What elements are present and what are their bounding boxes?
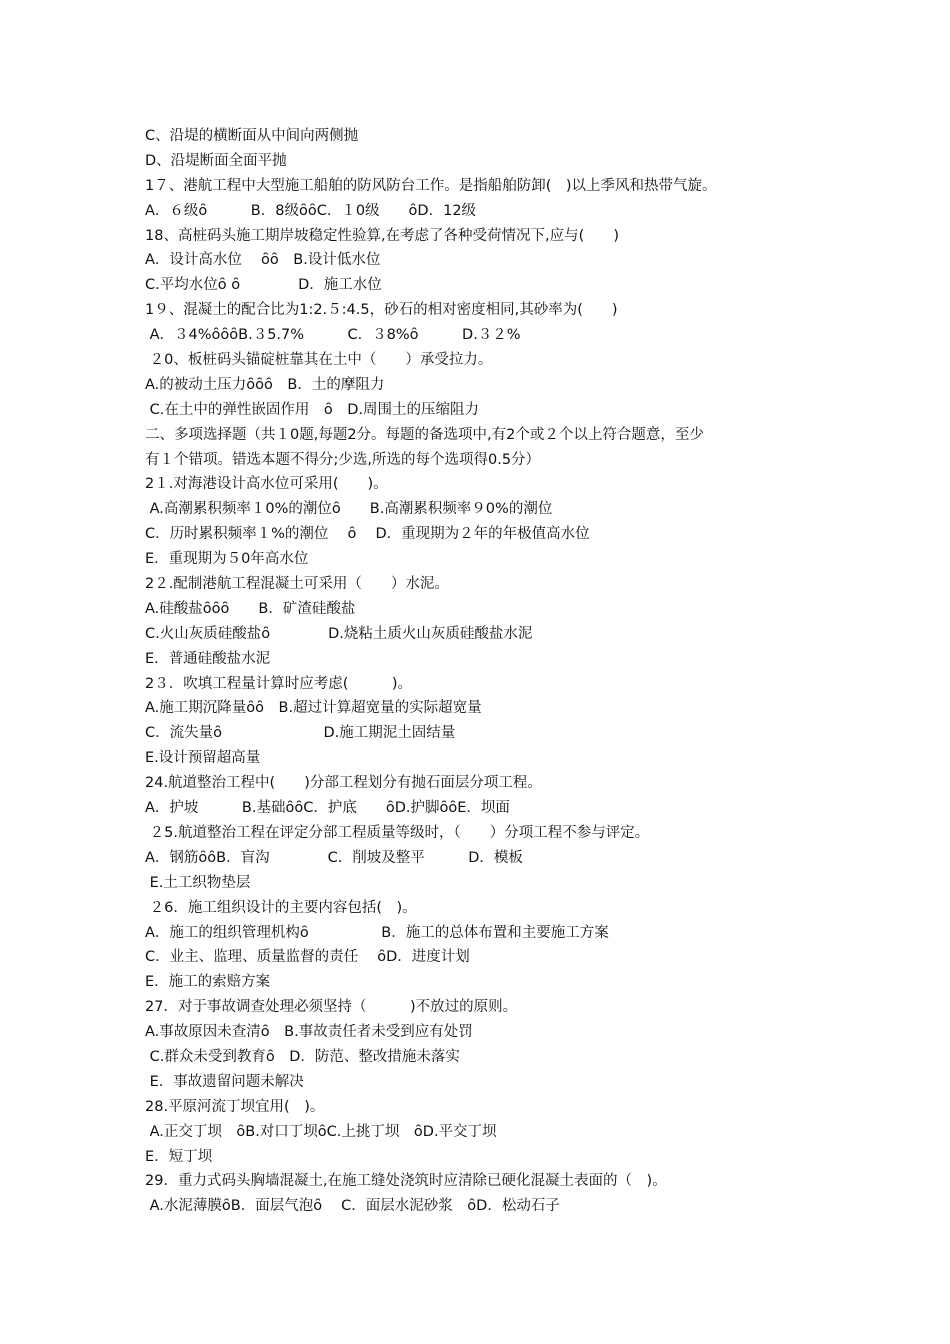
options-line: A.硅酸盐ȏȏȏ B．矿渣硅酸盐 bbox=[145, 600, 356, 617]
options-line: C.群众未受到教育ȏ D．防范、整改措施未落实 bbox=[145, 1048, 460, 1065]
section-heading: 二、多项选择题（共１0题,每题2分。每题的备选项中,有2个或２个以上符合题意，至少 bbox=[145, 426, 704, 443]
text-line: C、沿堤的横断面从中间向两侧抛 bbox=[145, 128, 359, 144]
text-line: D、沿堤断面全面平抛 bbox=[145, 152, 287, 169]
options-line: C.在土中的弹性嵌固作用 ȏ D.周围土的压缩阻力 bbox=[145, 401, 479, 418]
options-line: A．６级ȏ B．8级ȏȏC．１0级 ȏD．12级 bbox=[145, 202, 477, 219]
question-17: 1７、港航工程中大型施工船舶的防风防台工作。是指船舶防卸( )以上季风和热带气旋。 bbox=[145, 177, 717, 194]
options-line: E．重现期为５0年高水位 bbox=[145, 551, 309, 568]
options-line: A．设计高水位 ȏȏ B.设计低水位 bbox=[145, 252, 381, 269]
options-line: A.正交丁坝 ȏB.对口丁坝ȏC.上挑丁坝 ȏD.平交丁坝 bbox=[145, 1123, 497, 1140]
question-27: 27．对于事故调查处理必须坚持（ )不放过的原则。 bbox=[145, 999, 518, 1016]
options-line: C.平均水位ȏ ȏ D．施工水位 bbox=[145, 277, 382, 294]
options-line: E．短丁坝 bbox=[145, 1148, 213, 1165]
document-body bbox=[145, 124, 835, 1219]
options-line: A．护坡 B.基础ȏȏC．护底 ȏD.护脚ȏȏE．坝面 bbox=[145, 800, 510, 817]
question-28: 28.平原河流丁坝宜用( )。 bbox=[145, 1098, 325, 1115]
options-line: C．流失量ȏ D.施工期泥土固结量 bbox=[145, 725, 456, 742]
options-line: E.土工织物垫层 bbox=[145, 874, 251, 891]
options-line: E．施工的索赔方案 bbox=[145, 974, 271, 991]
options-line: C．历时累积频率１%的潮位 ȏ D．重现期为２年的年极值高水位 bbox=[145, 526, 590, 543]
question-24: 24.航道整治工程中( )分部工程划分有抛石面层分项工程。 bbox=[145, 775, 542, 792]
options-line: A.施工期沉降量ȏȏ B.超过计算超宽量的实际超宽量 bbox=[145, 700, 482, 717]
options-line: A.高潮累积频率１0%的潮位ȏ B.高潮累积频率９0%的潮位 bbox=[145, 501, 553, 518]
question-29: 29．重力式码头胸墙混凝土,在施工缝处浇筑时应清除已硬化混凝土表面的（ )。 bbox=[145, 1173, 667, 1190]
question-18: 18、高桩码头施工期岸坡稳定性验算,在考虑了各种受荷情况下,应与( ) bbox=[145, 227, 619, 244]
options-line: A.事故原因未查清ȏ B.事故责任者未受到应有处罚 bbox=[145, 1024, 473, 1041]
options-line: C．业主、监理、质量监督的责任 ȏD．进度计划 bbox=[145, 949, 470, 966]
question-26: ２6．施工组织设计的主要内容包括( )。 bbox=[145, 899, 417, 916]
options-line: E.设计预留超高量 bbox=[145, 750, 261, 767]
question-21: 2１.对海港设计高水位可采用( )。 bbox=[145, 476, 388, 493]
options-line: A．施工的组织管理机构ȏ B．施工的总体布置和主要施工方案 bbox=[145, 924, 609, 941]
question-22: 2２.配制港航工程混凝土可采用（ ）水泥。 bbox=[145, 576, 449, 593]
question-25: ２5.航道整治工程在评定分部工程质量等级时，（ ）分项工程不参与评定。 bbox=[145, 824, 650, 841]
options-line: A.水泥薄膜ȏB．面层气泡ȏ C．面层水泥砂浆 ȏD．松动石子 bbox=[145, 1198, 560, 1215]
options-line: A.的被动土压力ȏȏȏ B．土的摩阻力 bbox=[145, 376, 385, 393]
question-23: 2３．吹填工程量计算时应考虑( )。 bbox=[145, 675, 413, 692]
options-line: E．普通硅酸盐水泥 bbox=[145, 650, 271, 667]
options-line: E．事故遗留问题未解决 bbox=[145, 1073, 304, 1090]
options-line: A．３4%ȏȏȏB.３5.7% C．３8%ȏ D.３２% bbox=[145, 327, 521, 344]
question-19: 1９、混凝土的配合比为1:2.５:4.5，砂石的相对密度相同,其砂率为( ) bbox=[145, 302, 618, 319]
options-line: C.火山灰质硅酸盐ȏ D.烧粘土质火山灰质硅酸盐水泥 bbox=[145, 625, 533, 642]
section-heading-cont: 有１个错项。错选本题不得分;少选,所选的每个选项得0.5分） bbox=[145, 451, 541, 468]
options-line: A．钢筋ȏȏB．盲沟 C．削坡及整平 D．模板 bbox=[145, 849, 523, 866]
question-20: ２0、板桩码头锚碇桩靠其在土中（ ）承受拉力。 bbox=[145, 352, 493, 369]
